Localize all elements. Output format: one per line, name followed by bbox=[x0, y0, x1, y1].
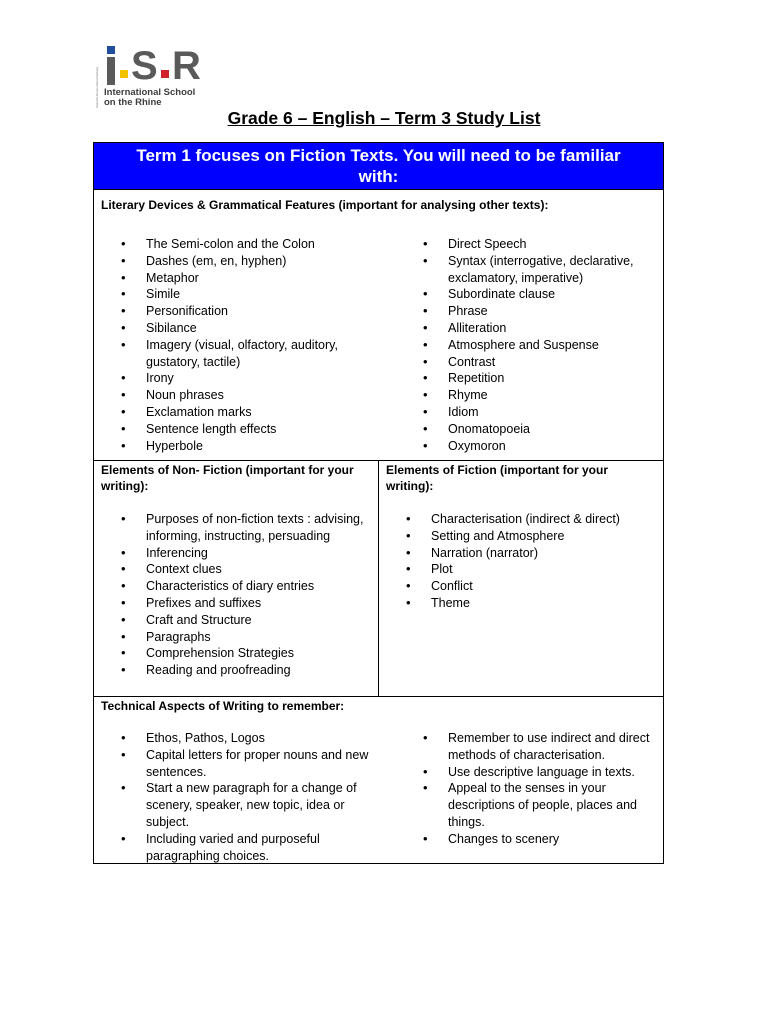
list-item: • Alliteration bbox=[396, 320, 651, 337]
list-item: • Capital letters for proper nouns and new sentences. bbox=[94, 747, 384, 781]
list-item: • Atmosphere and Suspense bbox=[396, 337, 651, 354]
list-item: • Simile bbox=[94, 286, 384, 303]
fiction-label: Elements of Fiction (important for your writing): bbox=[386, 463, 609, 493]
list-item: • The Semi-colon and the Colon bbox=[94, 236, 384, 253]
literary-devices-section bbox=[93, 189, 664, 461]
list-item: • Reading and proofreading bbox=[94, 662, 364, 679]
technical-left-list bbox=[94, 730, 384, 864]
list-item: • Personification bbox=[94, 303, 384, 320]
fiction-list bbox=[379, 511, 659, 612]
list-item: • Comprehension Strategies bbox=[94, 645, 364, 662]
list-item: • Dashes (em, en, hyphen) bbox=[94, 253, 384, 270]
logo-school-name: International School on the Rhine bbox=[104, 87, 196, 108]
logo-blue-square bbox=[107, 46, 115, 54]
list-item: • Onomatopoeia bbox=[396, 421, 651, 438]
list-item: • Noun phrases bbox=[94, 387, 384, 404]
list-item: • Characteristics of diary entries bbox=[94, 578, 364, 595]
fiction-section bbox=[378, 460, 664, 697]
list-item: • Oxymoron bbox=[396, 438, 651, 455]
list-item: • Ethos, Pathos, Logos bbox=[94, 730, 384, 747]
list-item: • Remember to use indirect and direct methods of characterisation. bbox=[396, 730, 658, 764]
list-item: • Purposes of non-fiction texts : advising, informing, instructing, persuading bbox=[94, 511, 364, 545]
term-header bbox=[93, 142, 664, 190]
list-item: • Contrast bbox=[396, 354, 651, 371]
literary-left-list bbox=[94, 236, 384, 454]
list-item: • Craft and Structure bbox=[94, 612, 364, 629]
list-item: • Characterisation (indirect & direct) bbox=[379, 511, 659, 528]
non-fiction-list bbox=[94, 511, 364, 679]
isr-logo bbox=[94, 40, 214, 110]
technical-aspects-label: Technical Aspects of Writing to remember: bbox=[101, 699, 345, 713]
logo-yellow-square bbox=[120, 70, 128, 78]
list-item: • Theme bbox=[379, 595, 659, 612]
term-header-line2: with: bbox=[358, 167, 399, 186]
list-item: • Direct Speech bbox=[396, 236, 651, 253]
list-item: • Hyperbole bbox=[94, 438, 384, 455]
list-item: • Phrase bbox=[396, 303, 651, 320]
literary-right-list bbox=[396, 236, 651, 454]
list-item: • Plot bbox=[379, 561, 659, 578]
logo-letter-s: S bbox=[131, 44, 158, 88]
logo-vertical-text: Standort Neuss-Reuschenberg bbox=[95, 66, 99, 108]
list-item: • Exclamation marks bbox=[94, 404, 384, 421]
list-item: • Metaphor bbox=[94, 270, 384, 287]
list-item: • Rhyme bbox=[396, 387, 651, 404]
list-item: • Appeal to the senses in your descriptions of people, places and things. bbox=[396, 780, 658, 830]
list-item: • Subordinate clause bbox=[396, 286, 651, 303]
list-item: • Prefixes and suffixes bbox=[94, 595, 364, 612]
list-item: • Syntax (interrogative, declarative, exclamatory, imperative) bbox=[396, 253, 651, 287]
list-item: • Narration (narrator) bbox=[379, 545, 659, 562]
page-title: Grade 6 – English – Term 3 Study List bbox=[227, 108, 541, 128]
logo-red-square bbox=[161, 70, 169, 78]
list-item: • Use descriptive language in texts. bbox=[396, 764, 658, 781]
list-item: • Inferencing bbox=[94, 545, 364, 562]
list-item: • Changes to scenery bbox=[396, 831, 658, 848]
list-item: • Conflict bbox=[379, 578, 659, 595]
list-item: • Context clues bbox=[94, 561, 364, 578]
literary-devices-label: Literary Devices & Grammatical Features (important for analysing other texts): bbox=[101, 198, 549, 212]
list-item: • Repetition bbox=[396, 370, 651, 387]
technical-aspects-section bbox=[93, 696, 664, 864]
logo-letters bbox=[104, 46, 214, 86]
term-header-line1: Term 1 focuses on Fiction Texts. You will need to be familiar bbox=[136, 146, 621, 165]
non-fiction-section bbox=[93, 460, 379, 697]
technical-right-list bbox=[396, 730, 658, 848]
list-item: • Setting and Atmosphere bbox=[379, 528, 659, 545]
non-fiction-label: Elements of Non- Fiction (important for your writing): bbox=[101, 463, 354, 493]
logo-i-stem bbox=[107, 57, 115, 85]
list-item: • Start a new paragraph for a change of scenery, speaker, new topic, idea or subject. bbox=[94, 780, 384, 830]
list-item: • Irony bbox=[94, 370, 384, 387]
list-item: • Including varied and purposeful paragraphing choices. bbox=[94, 831, 384, 865]
list-item: • Paragraphs bbox=[94, 629, 364, 646]
list-item: • Sentence length effects bbox=[94, 421, 384, 438]
list-item: • Idiom bbox=[396, 404, 651, 421]
logo-letter-r: R bbox=[172, 44, 201, 88]
list-item: • Imagery (visual, olfactory, auditory, gustatory, tactile) bbox=[94, 337, 384, 371]
list-item: • Sibilance bbox=[94, 320, 384, 337]
